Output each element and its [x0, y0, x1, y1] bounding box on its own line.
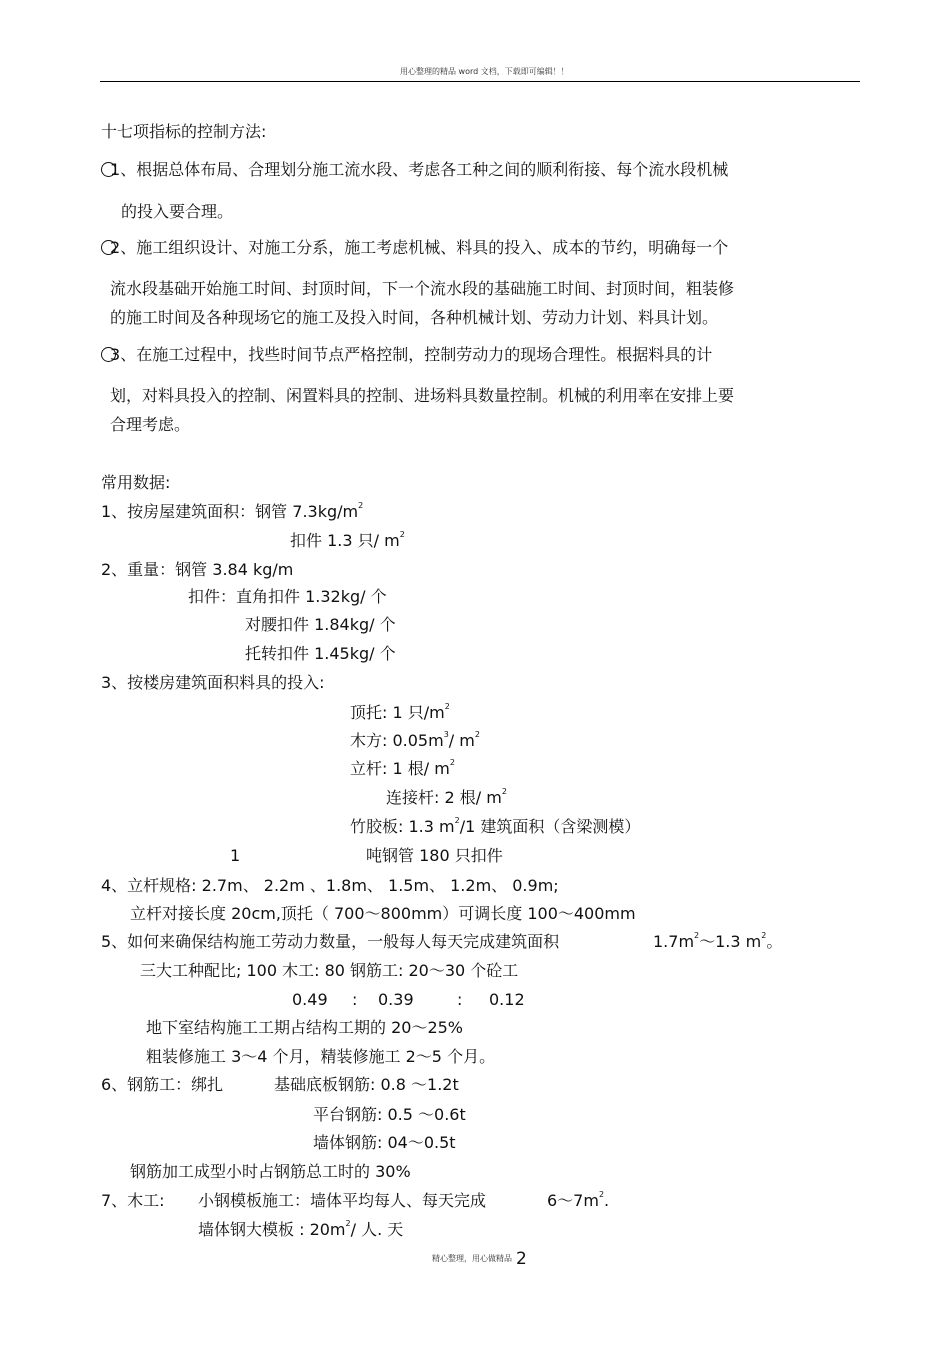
page-header: 用心整理的精品 word 文档，下载即可编辑！！: [400, 67, 569, 76]
line-5e: 粗装修施工 3～4 个月，精装修施工 2～5 个月。: [146, 1047, 496, 1066]
line-3e: 竹胶板: 1.3 $m^2/1$ 建筑面积（含梁测模）: [350, 815, 641, 836]
ratio-2: 0.39: [378, 990, 414, 1009]
ratio-1: 0.49: [292, 990, 328, 1009]
page-footer: 精心整理，用心做精品: [432, 1254, 512, 1263]
line-6b: 平台钢筋: 0.5 ～0.6t: [313, 1105, 466, 1124]
line-3f-num: 1: [230, 846, 241, 865]
line-2a: 2、重量：钢管 3.84 kg/m: [101, 560, 294, 579]
item-2-line-2: 流水段基础开始施工时间、封顶时间，下一个流水段的基础施工时间、封顶时间，粗装修: [110, 279, 735, 298]
line-5d: 地下室结构施工工期占结构工期的 20～25%: [146, 1018, 464, 1037]
item-3-line-2: 划，对料具投入的控制、闲置料具的控制、进场料具数量控制。机械的利用率在安排上要: [110, 386, 735, 405]
line-2c: 对腰扣件 1.84kg/ 个: [245, 615, 396, 634]
data-title: 常用数据:: [101, 473, 171, 492]
ratio-sep-2: :: [457, 990, 463, 1009]
line-3b: 木方: $0.05m^3/$ $m^2$: [350, 729, 480, 750]
line-2b: 扣件：直角扣件 1.32kg/ 个: [188, 587, 387, 606]
line-2d: 托转扣件 1.45kg/ 个: [245, 644, 396, 663]
line-7a-value: $6\sim 7m^2$.: [547, 1189, 610, 1210]
page-number: 2: [516, 1249, 527, 1269]
line-5b: 三大工种配比; 100 木工: 80 钢筋工: 20～30 个砼工: [140, 961, 519, 980]
line-6a-label: 6、钢筋工：绑扎: [101, 1075, 224, 1094]
item-3-line-1: 3、在施工过程中，找些时间节点严格控制，控制劳动力的现场合理性。根据料具的计: [101, 345, 712, 365]
item-3-line-3: 合理考虑。: [110, 415, 191, 434]
line-6d: 钢筋加工成型小时占钢筋总工时的 30%: [130, 1162, 411, 1181]
line-4b: 立杆对接长度 20cm,顶托（ 700～800mm）可调长度 100～400mm: [130, 904, 636, 923]
line-3: 3、按楼房建筑面积料具的投入:: [101, 673, 325, 692]
line-7b: 墙体钢大模板 : $20m^2/$ 人. 天: [198, 1218, 404, 1239]
line-6c: 墙体钢筋: 04～0.5t: [313, 1133, 456, 1152]
ratio-sep-1: :: [352, 990, 358, 1009]
line-1a: 1、按房屋建筑面积：钢管 $7.3kg/m^2$: [101, 500, 364, 521]
line-3c: 立杆: 1 根/ $m^2$: [350, 757, 455, 778]
item-2-line-3: 的施工时间及各种现场它的施工及投入时间，各种机械计划、劳动力计划、料具计划。: [110, 308, 719, 327]
line-5a: 5、如何来确保结构施工劳动力数量，一般每人每天完成建筑面积: [101, 932, 560, 951]
item-1-line-2: 的投入要合理。: [121, 202, 234, 221]
header-rule: [100, 81, 860, 82]
section-title: 十七项指标的控制方法:: [101, 122, 267, 141]
item-2-line-1: 2、施工组织设计、对施工分系，施工考虑机械、料具的投入、成本的节约，明确每一个: [101, 238, 728, 258]
line-1b: 扣件 1.3 只/ $m^2$: [290, 529, 405, 550]
item-1-line-1: 1、根据总体布局、合理划分施工流水段、考虑各工种之间的顺利衔接、每个流水段机械: [101, 160, 728, 180]
line-3a: 顶托: 1 只$/m^2$: [350, 701, 450, 722]
line-3f-text: 吨钢管 180 只扣件: [366, 846, 503, 865]
line-7a-text: 小钢模板施工：墙体平均每人、每天完成: [198, 1191, 487, 1210]
ratio-3: 0.12: [489, 990, 525, 1009]
line-4a: 4、立杆规格: 2.7m、 2.2m 、1.8m、 1.5m、 1.2m、 0.9m;: [101, 876, 559, 895]
line-5a-values: $1.7m^2\sim 1.3$ $m^2$。: [653, 930, 783, 951]
line-3d: 连接杆: 2 根/ $m^2$: [386, 786, 507, 807]
line-6a-value: 基础底板钢筋: 0.8 ～1.2t: [274, 1075, 459, 1094]
line-7a-label: 7、木工:: [101, 1191, 165, 1210]
